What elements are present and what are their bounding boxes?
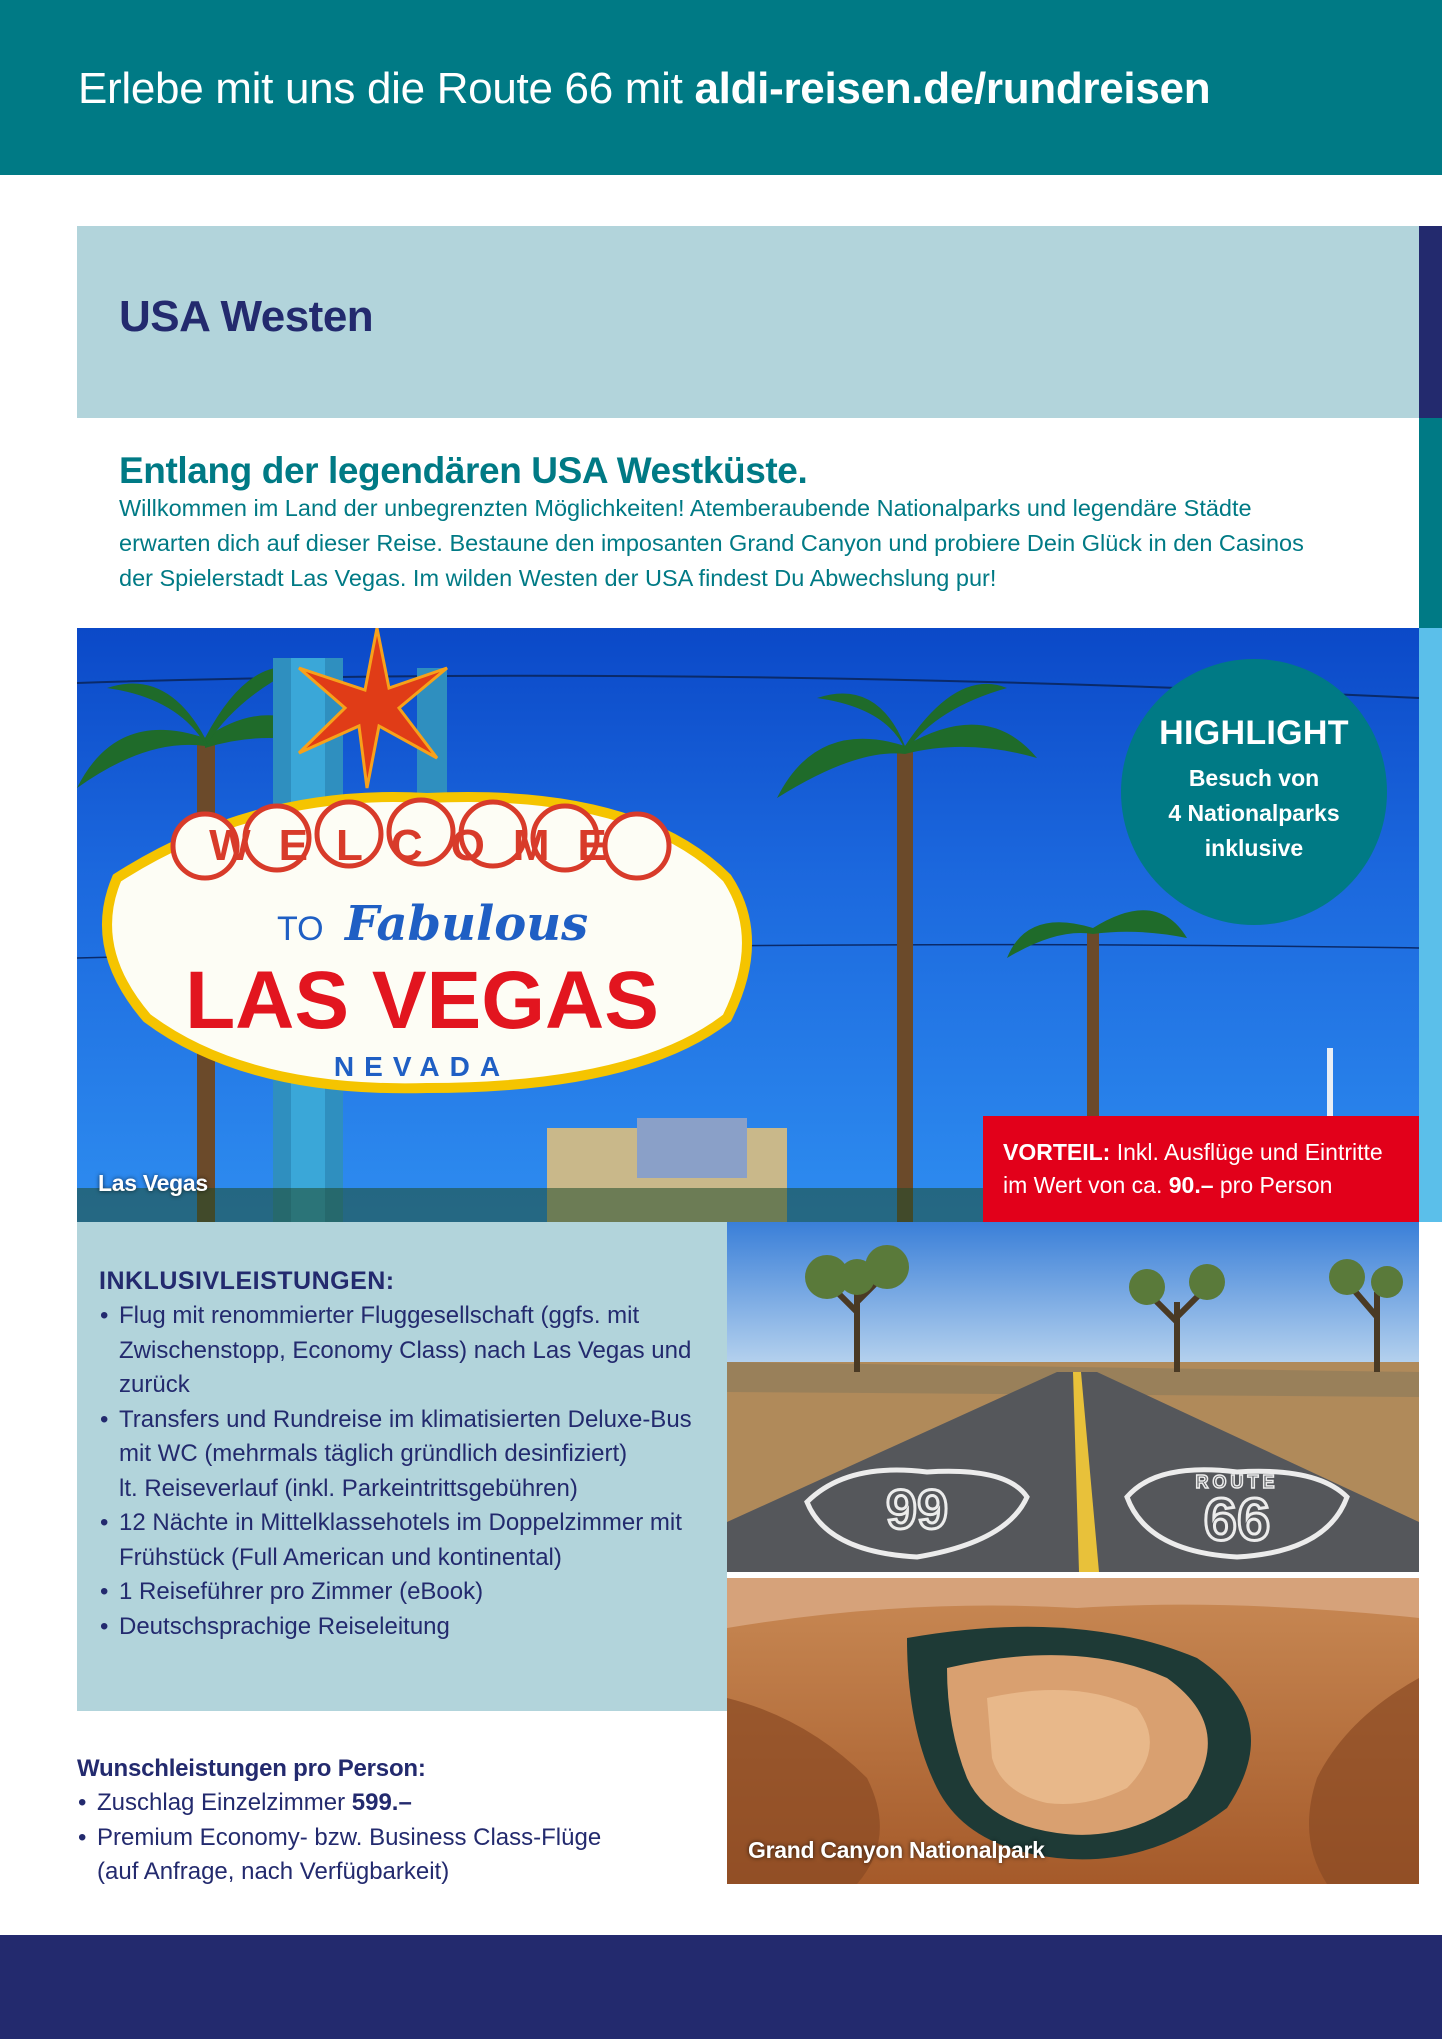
- sign-welcome: WELCOME: [209, 821, 635, 870]
- banner-text: Erlebe mit uns die Route 66 mit: [78, 64, 683, 113]
- list-item-line: Transfers und Rundreise im klimatisierten Deluxe-Bus: [119, 1405, 692, 1433]
- list-item: [77, 1786, 717, 1821]
- las-vegas-photo: [77, 628, 1419, 1222]
- vorteil-text: im Wert von ca.: [1003, 1172, 1163, 1198]
- highlight-title: HIGHLIGHT: [1159, 714, 1349, 752]
- banner-link[interactable]: aldi-reisen.de/rundreisen: [694, 64, 1211, 113]
- intro-section: [119, 452, 1409, 596]
- wunsch-list: [77, 1786, 717, 1890]
- side-tab-teal: [1419, 418, 1442, 628]
- sign-fabulous: Fabulous: [345, 896, 589, 952]
- inklusiv-list: [99, 1299, 705, 1644]
- vorteil-label: VORTEIL:: [1003, 1139, 1111, 1165]
- list-item-line: zurück: [119, 1371, 190, 1398]
- side-tab-navy: [1419, 226, 1442, 418]
- list-item-line: mit WC (mehrmals täglich gründlich desinfiziert): [119, 1440, 628, 1467]
- sign-las-vegas: LAS VEGAS: [185, 955, 659, 1046]
- highlight-badge: [1121, 659, 1387, 925]
- list-item: [99, 1575, 705, 1610]
- sign-to: TO: [277, 910, 324, 948]
- intro-line: Willkommen im Land der unbegrenzten Möglichkeiten! Atemberaubende Nationalparks und legendäre Städte: [119, 495, 1252, 521]
- list-item-line: Deutschsprachige Reiseleitung: [119, 1612, 450, 1640]
- highlight-line: 4 Nationalparks: [1168, 800, 1340, 826]
- route-shield-number: 66: [1203, 1486, 1271, 1553]
- vorteil-text: pro Person: [1219, 1172, 1333, 1198]
- wunsch-heading: Wunschleistungen pro Person:: [77, 1755, 426, 1782]
- vorteil-text: Inkl. Ausflüge und Eintritte: [1116, 1139, 1383, 1165]
- route-shield-word: ROUTE: [1195, 1472, 1279, 1492]
- list-item-line: Frühstück (Full American und kontinental): [119, 1543, 562, 1571]
- highlight-line: Besuch von: [1188, 765, 1320, 791]
- inklusiv-box: [77, 1222, 727, 1711]
- title-box: [77, 226, 1419, 418]
- list-item-text: Zuschlag Einzelzimmer: [97, 1789, 346, 1816]
- grand-canyon-photo: [727, 1578, 1419, 1884]
- page-title: USA Westen: [119, 292, 374, 341]
- list-item: [77, 1821, 717, 1890]
- vorteil-box: [983, 1116, 1419, 1222]
- footer-band: [0, 1935, 1442, 2039]
- route-shield-number: 66: [885, 1478, 949, 1541]
- intro-text: [119, 491, 1409, 596]
- las-vegas-caption: Las Vegas: [98, 1170, 208, 1196]
- list-item-line: (auf Anfrage, nach Verfügbarkeit): [97, 1858, 450, 1885]
- list-item-line: 1 Reiseführer pro Zimmer (eBook): [119, 1578, 484, 1605]
- top-banner: [0, 0, 1442, 175]
- wunsch-section: [77, 1752, 717, 1890]
- side-tab-light-blue: [1419, 628, 1442, 1222]
- list-item-line: lt. Reiseverlauf (inkl. Parkeintrittsgebühren): [119, 1474, 578, 1502]
- sign-nevada: NEVADA: [333, 1051, 511, 1082]
- list-item: [99, 1403, 705, 1507]
- intro-heading: Entlang der legendären USA Westküste.: [119, 450, 808, 491]
- intro-line: erwarten dich auf dieser Reise. Bestaune den imposanten Grand Canyon und probiere Dein Glück in den Casinos: [119, 530, 1304, 556]
- inklusiv-heading: INKLUSIVLEISTUNGEN:: [99, 1267, 395, 1295]
- list-item: [99, 1610, 705, 1645]
- intro-line: der Spielerstadt Las Vegas. Im wilden Westen der USA findest Du Abwechslung pur!: [119, 565, 997, 591]
- list-item-line: Premium Economy- bzw. Business Class-Flüge: [97, 1823, 602, 1851]
- list-item: [99, 1506, 705, 1575]
- grand-canyon-caption: Grand Canyon Nationalpark: [748, 1837, 1045, 1863]
- route-66-illustration: [727, 1222, 1419, 1572]
- route-66-photo: [727, 1222, 1419, 1572]
- list-item-line: 12 Nächte in Mittelklassehotels im Doppelzimmer mit: [119, 1509, 682, 1536]
- vorteil-amount: 90.–: [1168, 1172, 1214, 1198]
- price: 599.–: [351, 1789, 412, 1816]
- list-item: [99, 1299, 705, 1403]
- banner-headline: [78, 64, 1210, 114]
- highlight-line: inklusive: [1204, 835, 1304, 861]
- list-item-line: Flug mit renommierter Fluggesellschaft (ggfs. mit: [119, 1302, 640, 1329]
- list-item-line: Zwischenstopp, Economy Class) nach Las Vegas und: [119, 1336, 692, 1364]
